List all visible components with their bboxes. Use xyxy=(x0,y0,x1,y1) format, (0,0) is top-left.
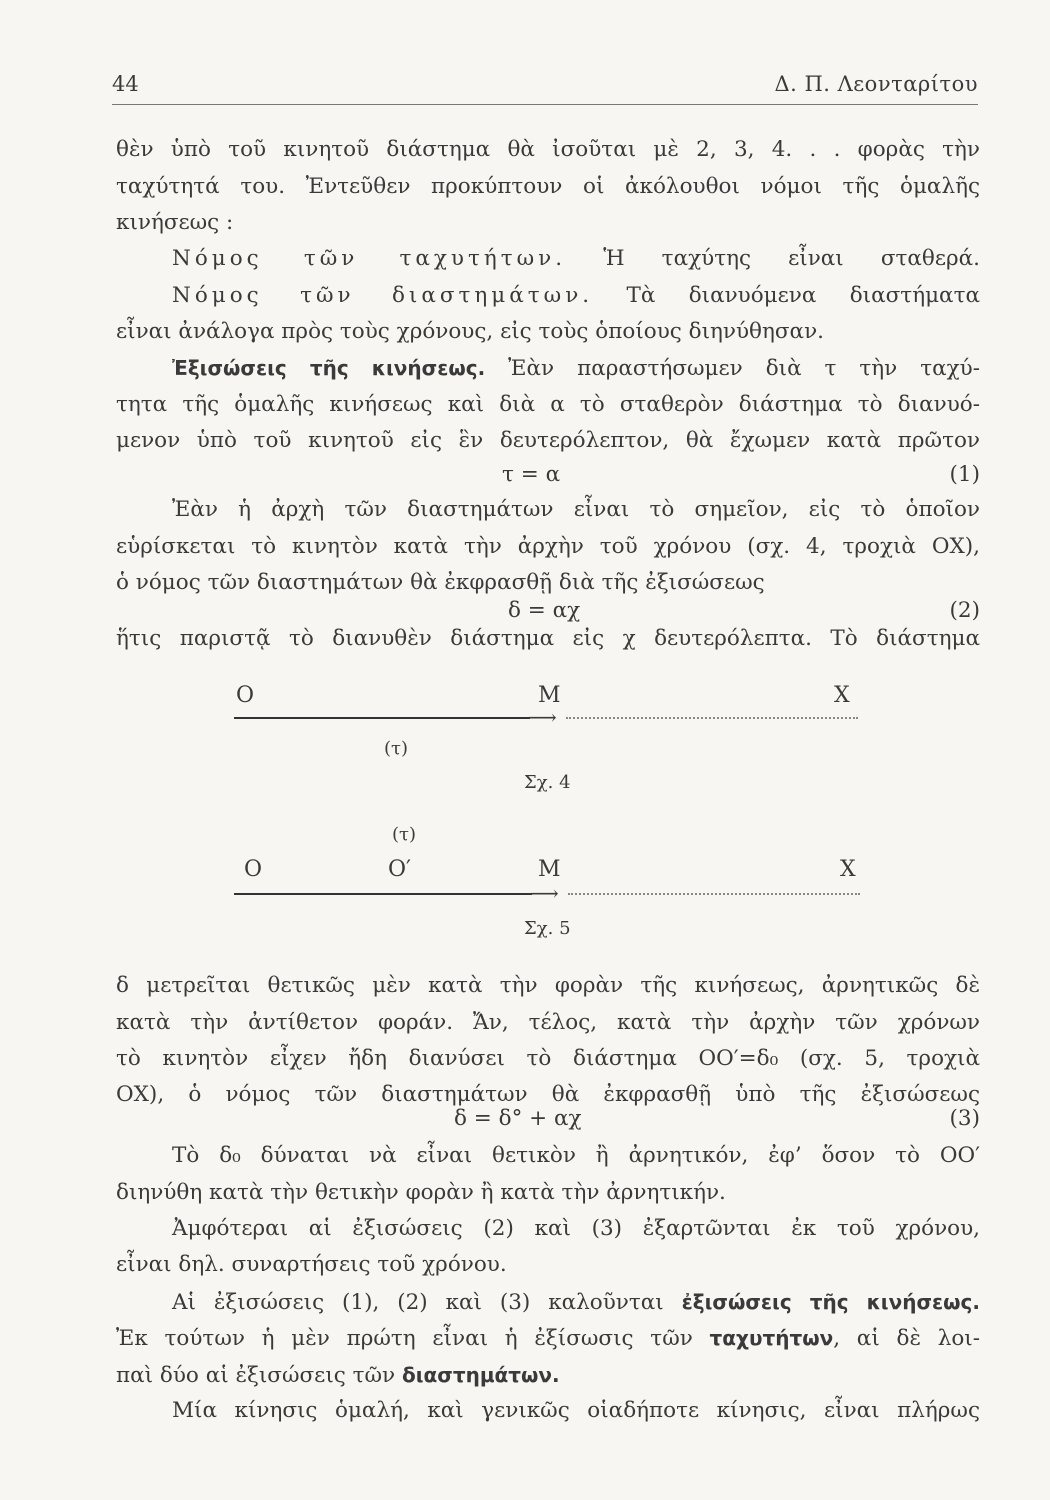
text-line-10: Ἐὰν ἡ ἀρχὴ τῶν διαστημάτων εἶναι τὸ σημεῖον, εἰς τὸ ὁποῖον xyxy=(172,497,980,522)
section-heading-text: Ἐὰν παραστήσωμεν διὰ τ τὴν ταχύ- xyxy=(485,356,980,381)
text-line-14: δ μετρεῖται θετικῶς μὲν κατὰ τὴν φορὰν τῆς κινήσεως, ἀρνητικῶς δὲ xyxy=(116,973,980,998)
law-of-distances xyxy=(116,283,980,309)
equation-2-number: (2) xyxy=(949,598,980,623)
equation-1: τ = α xyxy=(502,462,561,487)
text-line-8: τητα τῆς ὁμαλῆς κινήσεως καὶ διὰ α τὸ σταθερὸν διάστημα τὸ διανυό- xyxy=(116,392,980,417)
fig5-point-x: X xyxy=(840,857,856,882)
text-line-18: Τὸ δ₀ δύναται νὰ εἶναι θετικὸν ἢ ἀρνητικόν, ἐφ’ ὅσον τὸ ΟΟ′ xyxy=(172,1143,980,1168)
fig5-point-m: M xyxy=(538,857,561,882)
text-line-24-start: παὶ δύο αἱ ἐξισώσεις τῶν xyxy=(116,1363,402,1388)
text-line-23 xyxy=(116,1325,980,1352)
text-line-16: τὸ κινητὸν εἶχεν ἤδη διανύσει τὸ διάστημα ΟΟ′=δ₀ (σχ. 5, τροχιὰ xyxy=(116,1046,980,1071)
page-header xyxy=(112,64,978,105)
law-of-velocities-title: Νόμος τῶν ταχυτήτων. xyxy=(172,246,567,271)
term-distances: διαστημάτων. xyxy=(401,1363,560,1387)
fig4-point-m: M xyxy=(538,683,561,708)
law-of-velocities-text: Ἡ ταχύτης εἶναι σταθερά. xyxy=(566,246,981,271)
equation-3-number: (3) xyxy=(949,1106,980,1131)
text-line-20: Ἀμφότεραι αἱ ἐξισώσεις (2) καὶ (3) ἐξαρτῶνται ἐκ τοῦ χρόνου, xyxy=(172,1216,980,1241)
text-line-25: Μία κίνησις ὁμαλή, καὶ γενικῶς οἱαδήποτε κίνησις, εἶναι πλήρως xyxy=(172,1398,980,1423)
text-line-2: ταχύτητά του. Ἐντεῦθεν προκύπτουν οἱ ἀκόλουθοι νόμοι τῆς ὁμαλῆς xyxy=(116,174,980,199)
text-line-6: εἶναι ἀνάλογα πρὸς τοὺς χρόνους, εἰς τοὺς ὁποίους διηνύθησαν. xyxy=(116,319,824,344)
text-line-1: θὲν ὑπὸ τοῦ κινητοῦ διάστημα θὰ ἰσοῦται μὲ 2, 3, 4. . . φορὰς τὴν xyxy=(116,137,980,162)
fig5-arrow-icon: ⟶ xyxy=(530,881,559,905)
text-line-19: διηνύθη κατὰ τὴν θετικὴν φορὰν ἢ κατὰ τὴν ἀρνητικήν. xyxy=(116,1180,726,1205)
text-line-13: ἥτις παριστᾷ τὸ διανυθὲν διάστημα εἰς χ δευτερόλεπτα. Τὸ διάστημα xyxy=(116,626,980,651)
equation-2: δ = αχ xyxy=(508,598,581,623)
text-line-24 xyxy=(116,1362,980,1389)
equations-of-motion-heading xyxy=(116,355,980,382)
term-equations-of-motion: ἐξισώσεις τῆς κινήσεως. xyxy=(681,1290,980,1314)
text-line-23-end: , αἱ δὲ λοι- xyxy=(833,1326,980,1351)
equation-1-number: (1) xyxy=(949,462,980,487)
law-of-distances-text: Τὰ διανυόμενα διαστήματα xyxy=(593,283,980,308)
term-velocities: ταχυτήτων xyxy=(709,1326,834,1350)
text-line-11: εὑρίσκεται τὸ κινητὸν κατὰ τὴν ἀρχὴν τοῦ χρόνου (σχ. 4, τροχιὰ ΟΧ), xyxy=(116,534,980,559)
law-of-distances-title: Νόμος τῶν διαστημάτων. xyxy=(172,283,594,308)
fig5-point-o-prime: O′ xyxy=(388,857,412,882)
fig4-caption: Σχ. 4 xyxy=(524,772,571,793)
fig5-traversed-segment xyxy=(234,893,532,895)
text-line-9: μενον ὑπὸ τοῦ κινητοῦ εἰς ἓν δευτερόλεπτον, θὰ ἔχωμεν κατὰ πρῶτον xyxy=(116,428,980,453)
text-line-22-start: Αἱ ἐξισώσεις (1), (2) καὶ (3) καλοῦνται xyxy=(172,1290,682,1315)
text-line-3: κινήσεως : xyxy=(116,210,234,235)
fig5-caption: Σχ. 5 xyxy=(524,918,571,939)
fig4-point-x: X xyxy=(834,683,850,708)
text-line-22 xyxy=(116,1289,980,1316)
text-line-21: εἶναι δηλ. συναρτήσεις τοῦ χρόνου. xyxy=(116,1252,507,1277)
page-number: 44 xyxy=(112,72,139,96)
law-of-velocities xyxy=(116,246,980,272)
fig5-point-o: O xyxy=(244,857,263,882)
fig4-traversed-segment xyxy=(234,717,530,719)
fig4-point-o: O xyxy=(236,683,255,708)
fig5-remaining-path xyxy=(568,893,860,895)
fig4-tau-label: (τ) xyxy=(384,738,409,759)
text-line-12: ὁ νόμος τῶν διαστημάτων θὰ ἐκφρασθῇ διὰ τῆς ἐξισώσεως xyxy=(116,570,765,595)
equation-3: δ = δ° + αχ xyxy=(454,1106,582,1131)
fig4-arrow-icon: ⟶ xyxy=(528,705,557,729)
text-line-15: κατὰ τὴν ἀντίθετον φοράν. Ἄν, τέλος, κατὰ τὴν ἀρχὴν τῶν χρόνων xyxy=(116,1010,980,1035)
fig5-tau-label: (τ) xyxy=(392,824,417,845)
text-line-23-start: Ἐκ τούτων ἡ μὲν πρώτη εἶναι ἡ ἐξίσωσις τῶν xyxy=(116,1326,710,1351)
fig4-remaining-path xyxy=(566,717,858,719)
section-heading: Ἐξισώσεις τῆς κινήσεως. xyxy=(172,356,486,380)
running-head-author: Δ. Π. Λεονταρίτου xyxy=(774,72,978,96)
text-line-17: ΟΧ), ὁ νόμος τῶν διαστημάτων θὰ ἐκφρασθῇ ὑπὸ τῆς ἐξισώσεως xyxy=(116,1082,980,1107)
